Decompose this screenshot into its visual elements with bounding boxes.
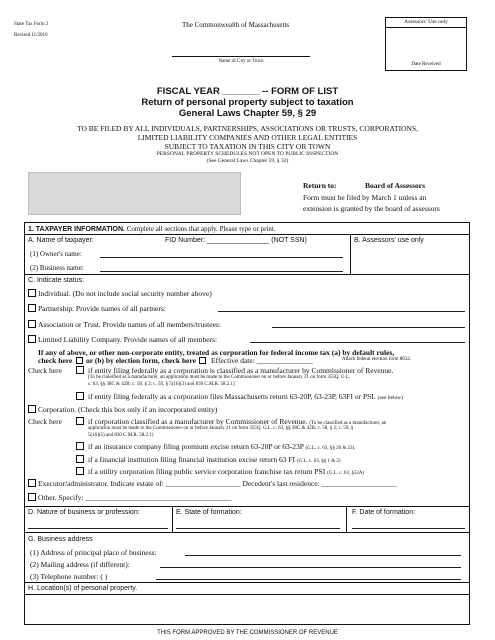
corp-manufacturer-note-3: 5(16)(5) and 830 C.M.R. 58.2.1) bbox=[88, 433, 154, 438]
corp-manufacturer-text: if corporation classified as a manufacturer by Commissioner of Revenue. bbox=[88, 417, 308, 426]
utility-checkbox[interactable] bbox=[76, 467, 84, 475]
financial-label bbox=[88, 455, 341, 465]
mailing-address-label: (2) Mailing address (if different): bbox=[30, 560, 130, 569]
mass-return-text: if entity filing federally as a corporation files Massachusetts return 63-20P, 63-23P, 63FI or PSI. bbox=[88, 392, 376, 401]
divider bbox=[172, 506, 173, 532]
assessors-use-label: Assessors' Use only bbox=[386, 18, 466, 28]
property-location-label: H. Location(s) of personal property. bbox=[28, 585, 138, 592]
divider bbox=[346, 506, 347, 532]
divider bbox=[24, 506, 470, 507]
fiscal-year-title: FISCAL YEAR _______ -- FORM OF LIST bbox=[156, 86, 339, 97]
commonwealth-heading: The Commonwealth of Massachusetts bbox=[182, 21, 290, 29]
association-label: Association or Trust. Provide names of all members/trustees: bbox=[38, 320, 221, 329]
date-of-formation-input[interactable] bbox=[352, 528, 465, 529]
financial-checkbox[interactable] bbox=[76, 455, 84, 463]
insurance-text: if an insurance company filing premium excise return 63-20P or 63-23P bbox=[88, 442, 304, 451]
telephone-label: (3) Telephone number: ( ) bbox=[30, 572, 108, 581]
insurance-label bbox=[88, 442, 355, 452]
financial-text: if a financial institution filing financial institution excise return 63 FI bbox=[88, 455, 296, 464]
nature-of-business-input[interactable] bbox=[28, 528, 168, 529]
insurance-ref: (G.L. c. 63, §§ 20 & 23). bbox=[305, 446, 356, 451]
date-received-label: Date Received bbox=[411, 62, 441, 67]
election-form-checkbox[interactable] bbox=[199, 357, 206, 364]
corp-manufacturer-note-2: application must be made to the Commissioner on or before January 31 on form 355Q. G.L. c. 63, §§ 38C & 42B; c. 58, § 2; c. 59, § bbox=[88, 426, 354, 431]
divider bbox=[24, 594, 470, 595]
utility-text: if a utility corporation filing public service corporation franchise tax return PSI bbox=[88, 467, 326, 476]
business-name-input[interactable] bbox=[100, 271, 343, 272]
intro-line-5: (See General Laws Chapter 59, § 32) bbox=[206, 158, 289, 164]
form-id: State Tax Form 2 bbox=[14, 22, 49, 27]
return-title: Return of personal property subject to taxation bbox=[141, 97, 354, 108]
fid-number-field[interactable]: FID Number: ________________ (NOT SSN) bbox=[165, 237, 307, 244]
section1-instructions: Complete all sections that apply. Please type or print. bbox=[126, 225, 276, 233]
mailing-address-input[interactable] bbox=[160, 567, 461, 568]
check-here-label: Check here bbox=[28, 366, 62, 375]
section1-title: 1. TAXPAYER INFORMATION. bbox=[28, 226, 125, 233]
executor-label: Executor/administrator. Indicate estate of: ____________________ Decedent's last residence: ____________________ bbox=[38, 479, 397, 488]
filing-note-1: Form must be filed by March 1 unless an bbox=[303, 193, 427, 202]
assessors-use-box bbox=[385, 17, 467, 71]
divider bbox=[24, 274, 470, 275]
llc-label: Limited Liability Company. Provide names of all members: bbox=[38, 335, 218, 344]
taxpayer-address-box[interactable] bbox=[28, 172, 241, 215]
other-checkbox[interactable] bbox=[28, 493, 36, 501]
utility-ref: (G.L. c. 63, §52A) bbox=[327, 471, 365, 476]
divider bbox=[24, 582, 470, 583]
intro-line-2: LIMITED LIABILITY COMPANIES AND OTHER LEGAL ENTITIES bbox=[137, 133, 358, 142]
manufacturer-checkbox[interactable] bbox=[76, 366, 84, 374]
individual-label: Individual. (Do not include social security number above) bbox=[38, 289, 212, 298]
manufacturer-label: if entity filing federally as a corporation is classified as a manufacturer by Commissioner of Revenue. bbox=[88, 366, 394, 375]
corporation-label: Corporation. (Check this box only if an incorporated entity) bbox=[38, 405, 218, 414]
owner-name-label: (1) Owner's name: bbox=[30, 250, 82, 258]
board-of-assessors: Board of Assessors bbox=[365, 181, 426, 190]
manufacturer-note-1: [To be classified as a manufacturer, an application must be made to the Commissioner on or before January 31 on form 355Q. G.L. bbox=[88, 375, 351, 380]
llc-checkbox[interactable] bbox=[28, 335, 36, 343]
nature-of-business-label: D. Nature of business or profession: bbox=[28, 509, 140, 516]
revised-date: Revised 11/2010 bbox=[14, 33, 48, 38]
check-here-default: check here bbox=[38, 356, 73, 365]
individual-checkbox[interactable] bbox=[28, 289, 36, 297]
business-name-label: (2) Business name: bbox=[30, 264, 84, 272]
llc-members-input[interactable] bbox=[250, 342, 465, 343]
divider bbox=[24, 532, 470, 533]
intro-line-4: PERSONAL PROPERTY SCHEDULES NOT OPEN TO PUBLIC INSPECTION bbox=[156, 151, 339, 157]
state-of-formation-label: E. State of formation: bbox=[176, 509, 242, 516]
taxpayer-name-label: A. Name of taxpayer: bbox=[28, 237, 94, 244]
mass-return-label bbox=[88, 392, 403, 402]
partnership-checkbox[interactable] bbox=[28, 304, 36, 312]
manufacturer-note-2: c. 63, §§ 38C & 42B; c. 58, § 2; c. 59, § 5(16)(3) and 830 C.M.R. 58.2.1] bbox=[88, 382, 235, 387]
attach-form-note: Attach federal election form 8832. bbox=[342, 357, 411, 362]
intro-line-3: SUBJECT TO TAXATION IN THIS CITY OR TOWN bbox=[164, 142, 331, 151]
return-to-label: Return to: bbox=[303, 181, 337, 190]
check-here-label-2: Check here bbox=[28, 417, 62, 426]
association-checkbox[interactable] bbox=[28, 320, 36, 328]
footer-approval: THIS FORM APPROVED BY THE COMMISSIONER OF REVENUE bbox=[157, 630, 338, 636]
partners-input[interactable] bbox=[218, 311, 465, 312]
partnership-label: Partnership. Provide names of all partners: bbox=[38, 304, 166, 313]
city-label: Name of City or Town bbox=[218, 59, 264, 64]
telephone-input[interactable] bbox=[156, 579, 461, 580]
financial-ref: (G.L. c. 63, §§ 1 & 2) bbox=[296, 459, 341, 464]
owner-name-input[interactable] bbox=[100, 257, 343, 258]
check-here-election: or (b) by election form, check here bbox=[86, 356, 196, 365]
utility-label bbox=[88, 467, 364, 477]
divider bbox=[350, 234, 351, 274]
trustees-input[interactable] bbox=[272, 327, 465, 328]
filing-note-2: extension is granted by the board of assessors bbox=[303, 204, 440, 213]
other-label: Other. Specify: _______________________________________ bbox=[38, 493, 232, 502]
insurance-checkbox[interactable] bbox=[76, 442, 84, 450]
default-rules-checkbox[interactable] bbox=[76, 357, 83, 364]
effective-date-field[interactable]: Effective date: _______________ bbox=[211, 356, 313, 365]
status-label: C. Indicate status: bbox=[28, 277, 85, 284]
principal-address-input[interactable] bbox=[185, 555, 461, 556]
date-of-formation-label: F. Date of formation: bbox=[352, 509, 416, 516]
business-address-label: G. Business address bbox=[28, 536, 93, 543]
divider bbox=[24, 234, 470, 235]
non-corp-note: If any of above, or other non-corporate entity, treated as corporation for federal income tax (a) by default rules, bbox=[38, 348, 395, 357]
principal-address-label: (1) Address of principal place of business: bbox=[30, 548, 157, 557]
executor-checkbox[interactable] bbox=[28, 479, 36, 487]
corp-manufacturer-note-1: (To be classified as a manufacturer, an bbox=[309, 421, 387, 426]
intro-line-1: TO BE FILED BY ALL INDIVIDUALS, PARTNERSHIPS, ASSOCIATIONS OR TRUSTS, CORPORATIONS, bbox=[77, 124, 418, 133]
mass-return-checkbox[interactable] bbox=[76, 392, 84, 400]
assessors-use-b: B. Assessors' use only bbox=[354, 237, 424, 244]
state-of-formation-input[interactable] bbox=[176, 528, 340, 529]
chapter-title: General Laws Chapter 59, § 29 bbox=[178, 108, 317, 119]
city-name-field[interactable] bbox=[172, 56, 310, 57]
see-below-note: (see below) bbox=[377, 395, 404, 401]
corporation-checkbox[interactable] bbox=[28, 405, 36, 413]
corp-manufacturer-checkbox[interactable] bbox=[76, 417, 84, 425]
section1-heading bbox=[28, 225, 276, 234]
